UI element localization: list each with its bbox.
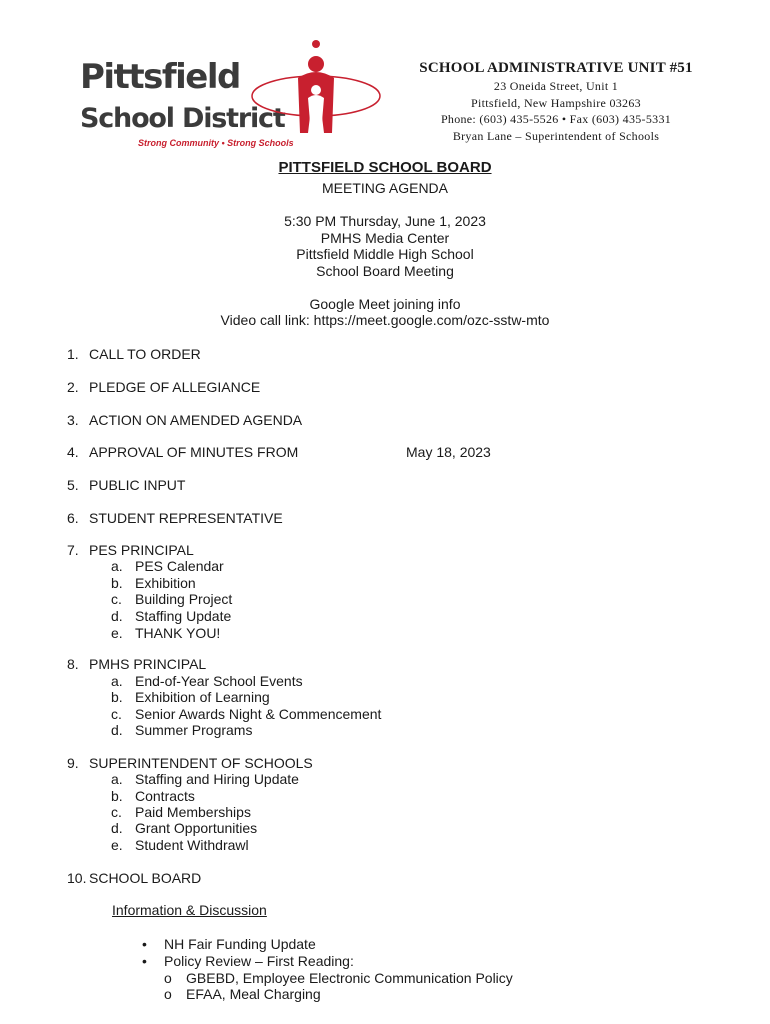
sub-item: c. Senior Awards Night & Commencement [111, 706, 382, 722]
sub-item: e. THANK YOU! [111, 625, 221, 641]
superintendent-line: Bryan Lane – Superintendent of Schools [452, 128, 660, 143]
logo-line1: Pittsfield [80, 57, 240, 97]
sub-item: b. Exhibition of Learning [111, 689, 270, 705]
meeting-location: PMHS Media Center [320, 230, 450, 246]
policy-item: o GBEBD, Employee Electronic Communication Policy [164, 970, 513, 986]
google-meet-info: Google Meet joining info [309, 296, 461, 312]
admin-unit-title: SCHOOL ADMINISTRATIVE UNIT #51 [419, 60, 693, 76]
agenda-item: 3. ACTION ON AMENDED AGENDA [67, 412, 303, 428]
sub-item: d. Staffing Update [111, 608, 232, 624]
logo-tagline: Strong Community • Strong Schools [138, 138, 294, 148]
agenda-item: 9. SUPERINTENDENT OF SCHOOLS [67, 755, 313, 771]
sub-item: a. Staffing and Hiring Update [111, 771, 299, 787]
agenda-item: 1. CALL TO ORDER [67, 346, 201, 362]
policy-item: o EFAA, Meal Charging [164, 986, 321, 1002]
sub-item: b. Exhibition [111, 575, 196, 591]
bullet-item: • NH Fair Funding Update [142, 936, 316, 952]
meeting-school: Pittsfield Middle High School [296, 246, 474, 262]
agenda-item: 7. PES PRINCIPAL [67, 542, 194, 558]
sub-item: c. Paid Memberships [111, 804, 251, 820]
info-discussion-heading: Information & Discussion [112, 902, 267, 918]
sub-item: d. Grant Opportunities [111, 820, 258, 836]
video-call-link[interactable]: Video call link: https://meet.google.com/ozc-sstw-mto [220, 312, 550, 328]
district-logo [72, 38, 382, 156]
bullet-item: • Policy Review – First Reading: [142, 953, 354, 969]
sub-item: b. Contracts [111, 788, 195, 804]
agenda-item: 10. SCHOOL BOARD [67, 870, 202, 886]
meeting-type: School Board Meeting [316, 263, 454, 279]
minutes-date: May 18, 2023 [406, 444, 491, 460]
sub-item: a. PES Calendar [111, 558, 224, 574]
family-emblem-icon [250, 38, 382, 148]
agenda-subtitle: MEETING AGENDA [321, 180, 449, 196]
sub-item: d. Summer Programs [111, 722, 253, 738]
phone-fax-line: Phone: (603) 435-5526 • Fax (603) 435-5331 [440, 112, 672, 126]
sub-item: c. Building Project [111, 591, 233, 607]
meeting-datetime: 5:30 PM Thursday, June 1, 2023 [284, 213, 486, 229]
agenda-item: 5. PUBLIC INPUT [67, 477, 186, 493]
logo-line2: School District [80, 103, 285, 134]
city-line: Pittsfield, New Hampshire 03263 [471, 95, 641, 110]
sub-item: e. Student Withdrawl [111, 837, 249, 853]
agenda-item: 8. PMHS PRINCIPAL [67, 656, 207, 672]
admin-unit-header [396, 58, 716, 144]
agenda-item: 2. PLEDGE OF ALLEGIANCE [67, 379, 261, 395]
agenda-item: 6. STUDENT REPRESENTATIVE [67, 510, 283, 526]
address-line: 23 Oneida Street, Unit 1 [493, 79, 619, 93]
board-title: PITTSFIELD SCHOOL BOARD [278, 159, 492, 176]
agenda-item: 4. APPROVAL OF MINUTES FROM [67, 444, 299, 460]
sub-item: a. End-of-Year School Events [111, 673, 303, 689]
